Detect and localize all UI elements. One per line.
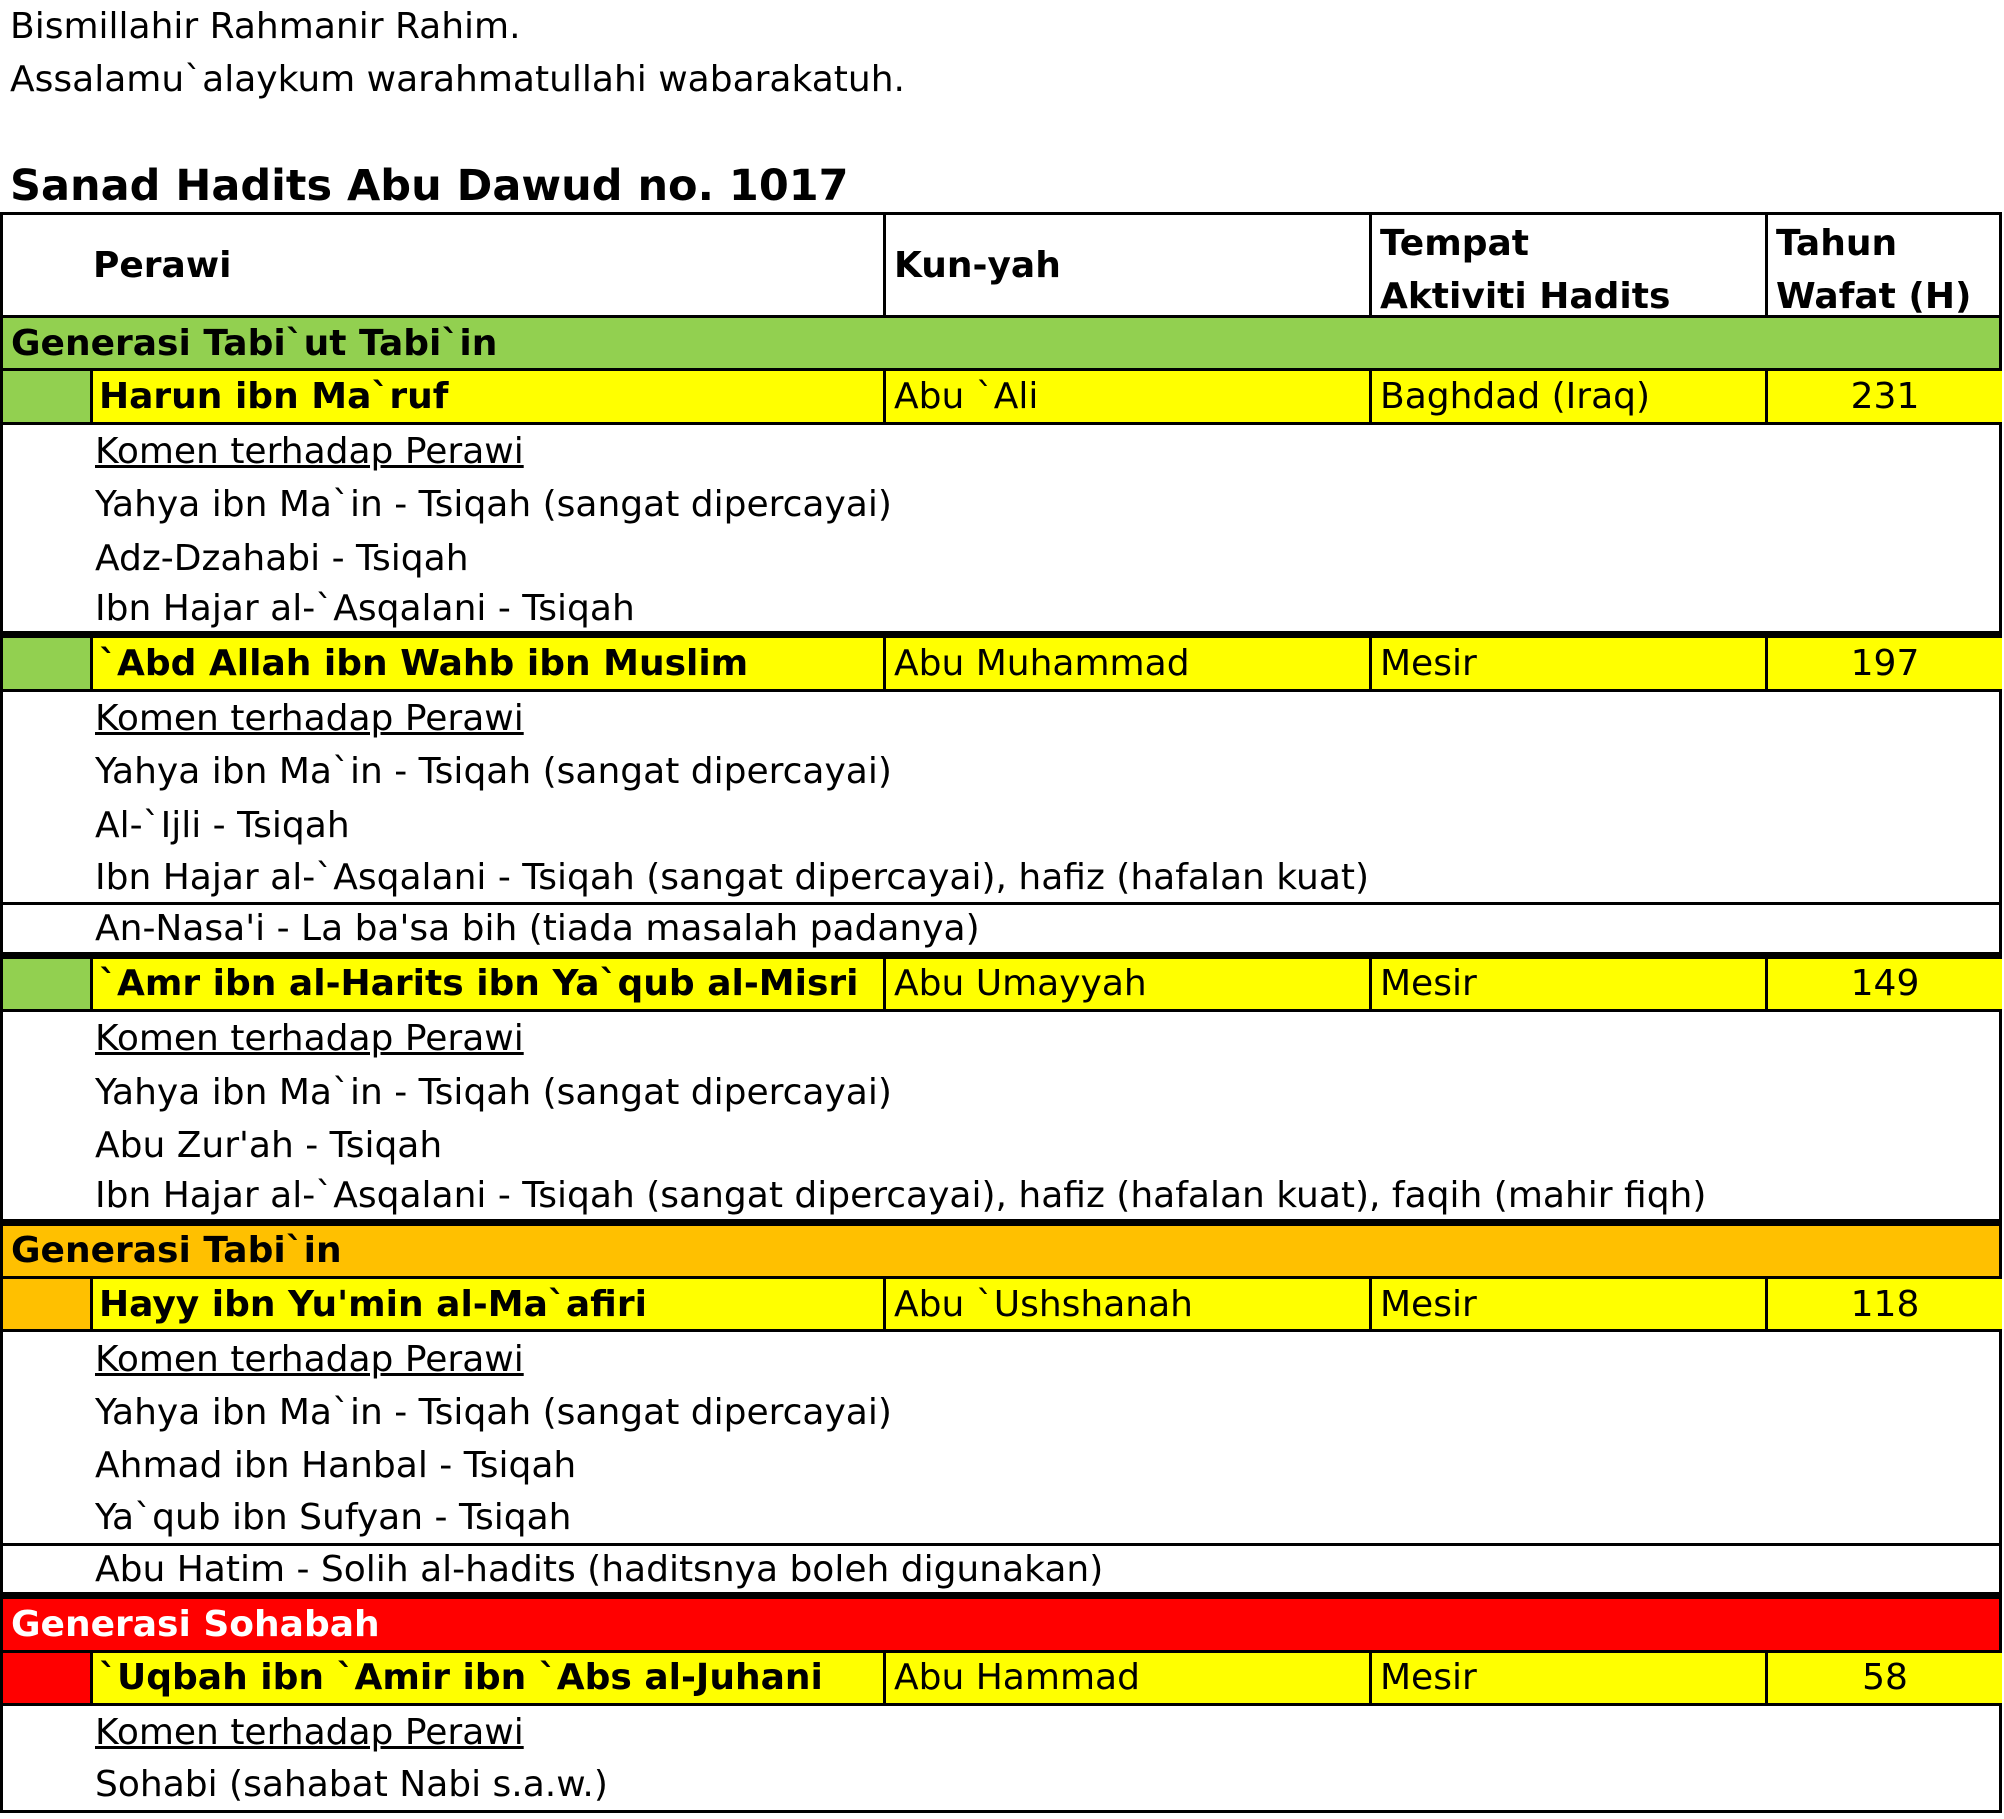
narrator-kunyah: Abu Muhammad (883, 638, 1369, 688)
generation-band-tabiin: Generasi Tabi`in (0, 1226, 2002, 1279)
comment-heading: Komen terhadap Perawi (0, 1012, 2002, 1065)
generation-marker (3, 959, 90, 1009)
narrator-tempat: Mesir (1369, 1279, 1765, 1329)
comment-line: Ibn Hajar al-`Asqalani - Tsiqah (sangat dipercayai), hafiz (hafalan kuat), faqih (mahir fiqh) (0, 1172, 2002, 1225)
generation-marker (3, 1279, 90, 1329)
narrator-tahun: 118 (1765, 1279, 2002, 1329)
narrator-row (0, 1279, 2002, 1332)
header-tahun: Tahun Wafat (H) (1765, 215, 2002, 315)
comment-line: Abu Hatim - Solih al-hadits (haditsnya boleh digunakan) (0, 1546, 2002, 1599)
comment-line: Yahya ibn Ma`in - Tsiqah (sangat dipercayai) (0, 1386, 2002, 1439)
narrator-name: `Uqbah ibn `Amir ibn `Abs al-Juhani (90, 1653, 883, 1703)
narrator-tahun: 149 (1765, 959, 2002, 1009)
page-title: Sanad Hadits Abu Dawud no. 1017 (10, 161, 849, 211)
narrator-tempat: Mesir (1369, 1653, 1765, 1703)
narrator-kunyah: Abu Hammad (883, 1653, 1369, 1703)
narrator-tempat: Mesir (1369, 638, 1765, 688)
narrator-tempat: Baghdad (Iraq) (1369, 371, 1765, 421)
comment-heading: Komen terhadap Perawi (0, 1706, 2002, 1759)
narrator-kunyah: Abu Umayyah (883, 959, 1369, 1009)
comment-line: Ibn Hajar al-`Asqalani - Tsiqah (0, 585, 2002, 638)
narrator-tempat: Mesir (1369, 959, 1765, 1009)
narrator-tahun: 197 (1765, 638, 2002, 688)
narrator-kunyah: Abu `Ali (883, 371, 1369, 421)
narrator-row (0, 959, 2002, 1012)
narrator-kunyah: Abu `Ushshanah (883, 1279, 1369, 1329)
comment-heading: Komen terhadap Perawi (0, 425, 2002, 478)
comment-line: Abu Zur'ah - Tsiqah (0, 1119, 2002, 1172)
header-kunyah: Kun-yah (883, 215, 1369, 315)
narrator-name: `Amr ibn al-Harits ibn Ya`qub al-Misri (90, 959, 883, 1009)
narrator-name: `Abd Allah ibn Wahb ibn Muslim (90, 638, 883, 688)
generation-marker (3, 371, 90, 421)
comment-line: Yahya ibn Ma`in - Tsiqah (sangat dipercayai) (0, 745, 2002, 798)
greeting-line-1: Bismillahir Rahmanir Rahim. (10, 6, 521, 47)
comment-line: Yahya ibn Ma`in - Tsiqah (sangat dipercayai) (0, 1065, 2002, 1118)
table-header (0, 212, 2002, 318)
comment-line: Sohabi (sahabat Nabi s.a.w.) (0, 1760, 2002, 1813)
comment-heading: Komen terhadap Perawi (0, 1332, 2002, 1385)
narrator-row (0, 638, 2002, 691)
sanad-table (0, 212, 2002, 1813)
comment-line: Adz-Dzahabi - Tsiqah (0, 532, 2002, 585)
generation-marker (3, 1653, 90, 1703)
narrator-row (0, 371, 2002, 424)
comment-line: Al-`Ijli - Tsiqah (0, 799, 2002, 852)
narrator-tahun: 231 (1765, 371, 2002, 421)
narrator-tahun: 58 (1765, 1653, 2002, 1703)
comment-line: Ya`qub ibn Sufyan - Tsiqah (0, 1493, 2002, 1546)
generation-band-tabiut-tabiin: Generasi Tabi`ut Tabi`in (0, 318, 2002, 371)
header-tempat: Tempat Aktiviti Hadits (1369, 215, 1765, 315)
narrator-row (0, 1653, 2002, 1706)
header-perawi: Perawi (93, 244, 232, 286)
generation-marker (3, 638, 90, 688)
comment-heading: Komen terhadap Perawi (0, 692, 2002, 745)
narrator-name: Harun ibn Ma`ruf (90, 371, 883, 421)
comment-line: Ibn Hajar al-`Asqalani - Tsiqah (sangat dipercayai), hafiz (hafalan kuat) (0, 852, 2002, 905)
narrator-name: Hayy ibn Yu'min al-Ma`afiri (90, 1279, 883, 1329)
comment-line: Ahmad ibn Hanbal - Tsiqah (0, 1439, 2002, 1492)
generation-band-sohabah: Generasi Sohabah (0, 1599, 2002, 1652)
comment-line: An-Nasa'i - La ba'sa bih (tiada masalah padanya) (0, 905, 2002, 958)
greeting-line-2: Assalamu`alaykum warahmatullahi wabarakatuh. (10, 59, 905, 100)
comment-line: Yahya ibn Ma`in - Tsiqah (sangat dipercayai) (0, 478, 2002, 531)
